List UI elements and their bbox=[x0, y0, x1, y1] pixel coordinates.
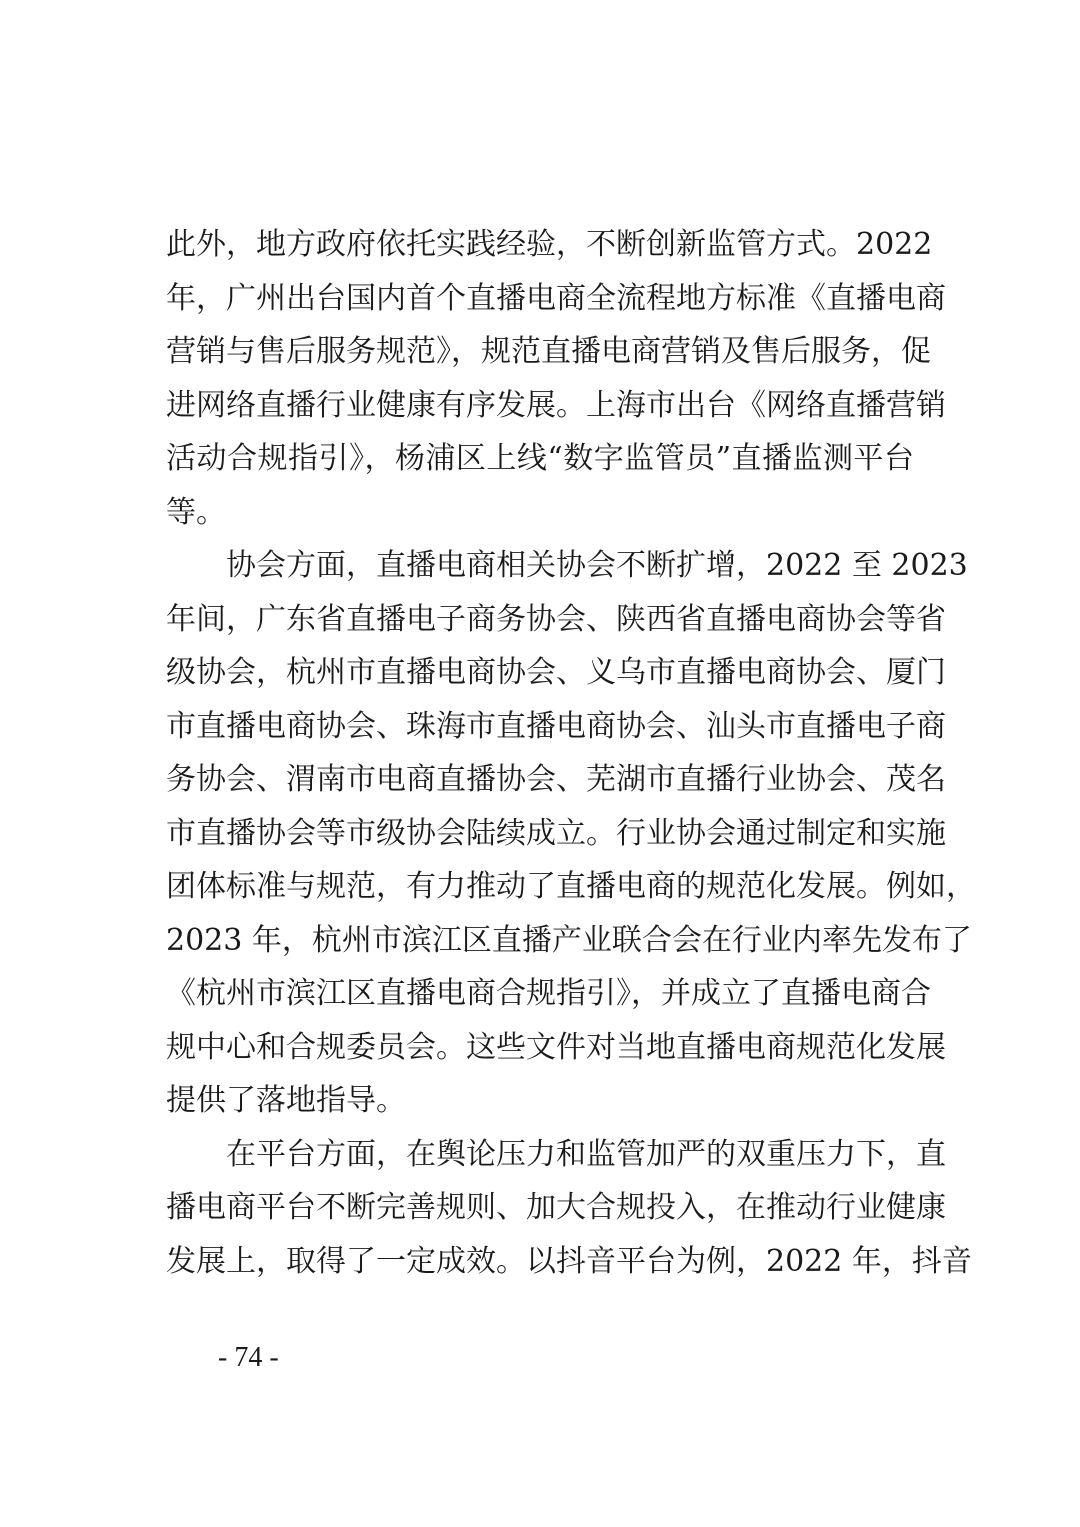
text-line: 营销与售后服务规范》，规范直播电商营销及售后服务，促 bbox=[166, 334, 931, 369]
text-line: 协会方面，直播电商相关协会不断扩增，2022 至 2023 bbox=[166, 548, 968, 583]
text-line: 在平台方面，在舆论压力和监管加严的双重压力下，直 bbox=[166, 1136, 946, 1172]
text-line: 提供了落地指导。 bbox=[166, 1083, 406, 1118]
text-line: 规中心和合规委员会。这些文件对当地直播电商规范化发展 bbox=[166, 1029, 946, 1065]
text-line: 年间，广东省直播电子商务协会、陕西省直播电商协会等省 bbox=[166, 601, 946, 637]
text-line: 活动合规指引》，杨浦区上线“数字监管员”直播监测平台 bbox=[166, 441, 914, 476]
paragraph-platforms bbox=[166, 1128, 972, 1289]
text-line: 进网络直播行业健康有序发展。上海市出台《网络直播营销 bbox=[166, 387, 946, 423]
text-line: 播电商平台不断完善规则、加大合规投入，在推动行业健康 bbox=[166, 1190, 946, 1225]
text-line: 市直播协会等市级协会陆续成立。行业协会通过制定和实施 bbox=[166, 815, 946, 851]
text-line: 等。 bbox=[166, 494, 226, 530]
text-line: 《杭州市滨江区直播电商合规指引》，并成立了直播电商合 bbox=[166, 976, 931, 1011]
body-text bbox=[166, 218, 976, 1288]
text-line: 团体标准与规范，有力推动了直播电商的规范化发展。例如， bbox=[166, 869, 976, 904]
page-number: - 74 - bbox=[218, 1342, 279, 1373]
text-line: 2023 年，杭州市滨江区直播产业联合会在行业内率先发布了 bbox=[166, 922, 972, 958]
text-line: 级协会，杭州市直播电商协会、义乌市直播电商协会、厦门 bbox=[166, 655, 946, 690]
text-line: 市直播电商协会、珠海市直播电商协会、汕头市直播电子商 bbox=[166, 708, 946, 744]
text-line: 此外，地方政府依托实践经验，不断创新监管方式。2022 bbox=[166, 227, 933, 262]
paragraph-local-government bbox=[166, 218, 946, 539]
paragraph-associations bbox=[166, 539, 976, 1128]
text-line: 务协会、渭南市电商直播协会、芜湖市直播行业协会、茂名 bbox=[166, 762, 946, 797]
text-line: 发展上，取得了一定成效。以抖音平台为例，2022 年，抖音 bbox=[166, 1243, 972, 1279]
text-line: 年，广州出台国内首个直播电商全流程地方标准《直播电商 bbox=[166, 280, 946, 316]
